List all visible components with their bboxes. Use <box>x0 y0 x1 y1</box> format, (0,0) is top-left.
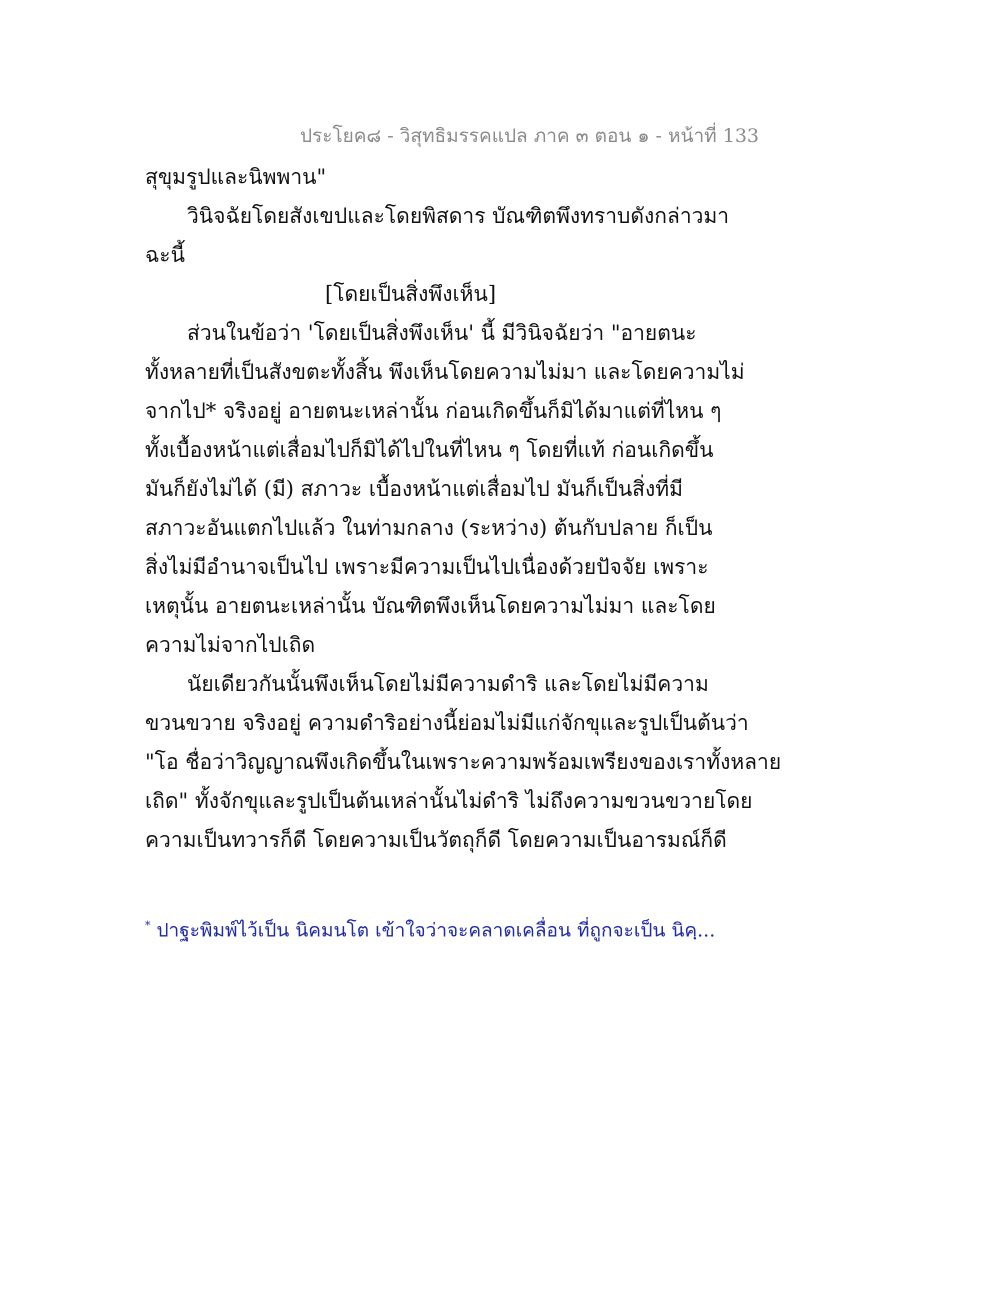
text-line: "โอ ชื่อว่าวิญญาณพึงเกิดขึ้นในเพราะความพร้อมเพรียงของเราทั้งหลาย <box>145 750 782 774</box>
footnote-mark: * <box>145 919 151 932</box>
text-line: เหตุนั้น อายตนะเหล่านั้น บัณฑิตพึงเห็นโดยความไม่มา และโดย <box>145 594 716 618</box>
footnote <box>145 912 715 944</box>
text-line: ส่วนในข้อว่า 'โดยเป็นสิ่งพึงเห็น' นี้ มีวินิจฉัยว่า "อายตนะ <box>187 321 697 345</box>
text-line: ฉะนี้ <box>145 243 185 267</box>
text-line: สิ่งไม่มีอำนาจเป็นไป เพราะมีความเป็นไปเนื่องด้วยปัจจัย เพราะ <box>145 555 709 579</box>
text-line: สภาวะอันแตกไปแล้ว ในท่ามกลาง (ระหว่าง) ต้นกับปลาย ก็เป็น <box>145 516 713 540</box>
section-heading: [โดยเป็นสิ่งพึงเห็น] <box>325 282 497 306</box>
text-line: ความไม่จากไปเถิด <box>145 633 316 657</box>
running-head: ประโยค๘ - วิสุทธิมรรคแปล ภาค ๓ ตอน ๑ - หน้าที่ 133 <box>300 125 760 147</box>
footnote-text: ปาฐะพิมพ์ไว้เป็น นิคมนโต เข้าใจว่าจะคลาดเคลื่อน ที่ถูกจะเป็น นิคฺ... <box>156 919 716 942</box>
text-line: นัยเดียวกันนั้นพึงเห็นโดยไม่มีความดำริ และโดยไม่มีความ <box>187 672 709 696</box>
text-line: จากไป* จริงอยู่ อายตนะเหล่านั้น ก่อนเกิดขึ้นก็มิได้มาแต่ที่ไหน ๆ <box>145 399 722 423</box>
body-text <box>145 158 782 860</box>
text-line: มันก็ยังไม่ได้ (มี) สภาวะ เบื้องหน้าแต่เสื่อมไป มันก็เป็นสิ่งที่มี <box>145 477 683 501</box>
text-line: ความเป็นทวารก็ดี โดยความเป็นวัตถุก็ดี โดยความเป็นอารมณ์ก็ดี <box>145 828 727 852</box>
text-line: ทั้งหลายที่เป็นสังขตะทั้งสิ้น พึงเห็นโดยความไม่มา และโดยความไม่ <box>145 360 745 384</box>
text-line: สุขุมรูปและนิพพาน" <box>145 165 327 189</box>
text-line: เถิด" ทั้งจักขุและรูปเป็นต้นเหล่านั้นไม่ดำริ ไม่ถึงความขวนขวายโดย <box>145 789 753 813</box>
text-line: ทั้งเบื้องหน้าแต่เสื่อมไปก็มิได้ไปในที่ไหน ๆ โดยที่แท้ ก่อนเกิดขึ้น <box>145 438 714 462</box>
text-line: ขวนขวาย จริงอยู่ ความดำริอย่างนี้ย่อมไม่มีแก่จักขุและรูปเป็นต้นว่า <box>145 711 749 735</box>
text-line: วินิจฉัยโดยสังเขปและโดยพิสดาร บัณฑิตพึงทราบดังกล่าวมา <box>187 204 730 228</box>
